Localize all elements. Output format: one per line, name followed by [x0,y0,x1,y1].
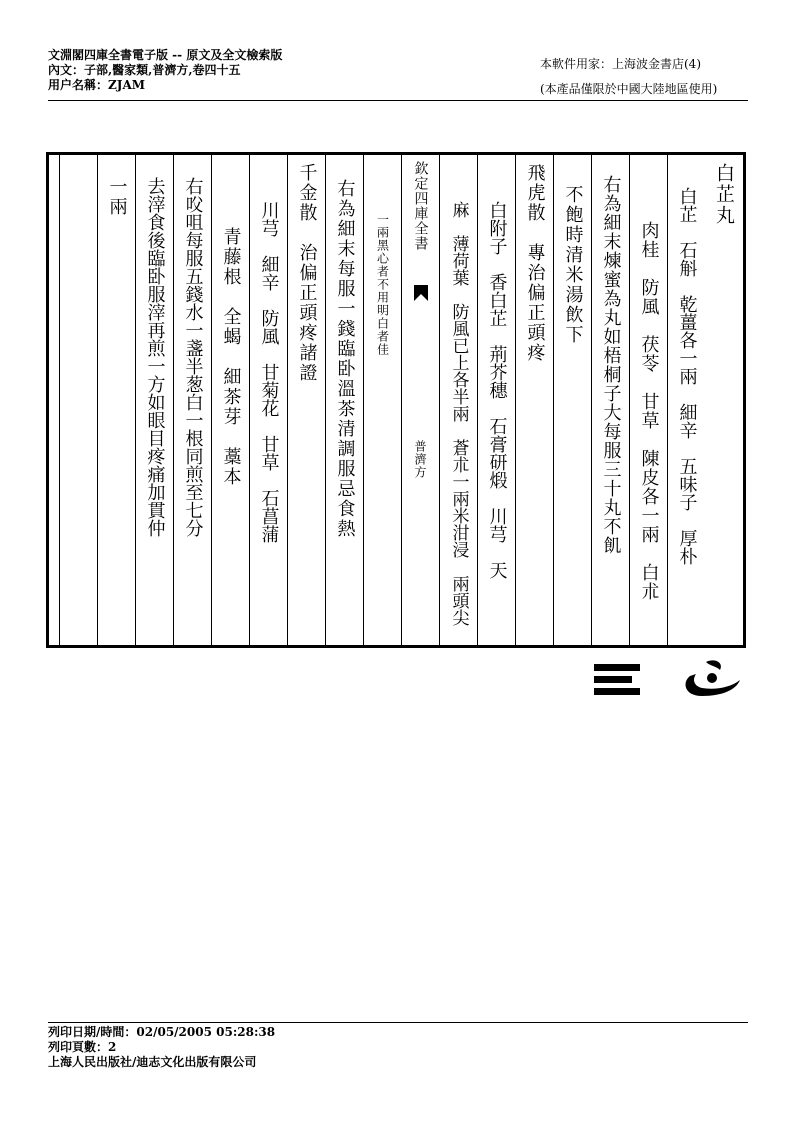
column-text: 千金散 治偏正頭疼諸證 [296,163,318,383]
column-text: 一兩 [106,177,128,217]
header-rule [48,100,748,101]
publisher-logo [590,656,750,704]
text-column [553,155,591,645]
column-text: 右㕮咀每服五錢水一盞半葱白一根同煎至七分 [182,177,204,537]
column-text: 右為細末每服一錢臨卧溫茶清調服忌食熱 [334,179,356,539]
text-column [591,155,629,645]
header-right [540,52,717,102]
header-licensee: 本軟件用家：上海波金書店(4) [540,57,701,71]
header-title: 文淵閣四庫全書電子版 -- 原文及全文檢索版 [48,48,283,62]
text-column [287,155,325,645]
text-column [629,155,667,645]
text-column [173,155,211,645]
text-column [211,155,249,645]
center-fold-column [401,155,439,645]
column-text: 去滓食後臨卧服滓再煎一方如眼目疼痛加貫仲 [144,177,166,537]
text-column [515,155,553,645]
header-user: 用户名稱：ZJAM [48,78,146,92]
text-column [135,155,173,645]
book-title: 欽定四庫全書 [412,161,429,251]
column-text: 右為細末煉蜜為丸如梧桐子大每服三十丸不飢 [600,175,622,555]
column-text: 不飽時清米湯飲下 [562,185,584,345]
column-note-text: 一兩黑心者不用明白者佳 [375,213,390,356]
column-text: 肉桂 防風 茯苓 甘草 陳皮各一兩 白朮 [638,221,660,601]
footer [48,1025,275,1070]
column-text: 飛虎散 專治偏正頭疼 [524,163,546,363]
text-column [439,155,477,645]
fish-tail-icon [414,285,428,301]
header-section: 內文：子部,醫家類,普濟方,卷四十五 [48,63,241,77]
text-column [325,155,363,645]
text-column [477,155,515,645]
column-text: 川芎 細辛 防風 甘菊花 甘草 石菖蒲 [258,201,280,543]
text-column [97,155,135,645]
text-column [249,155,287,645]
footer-rule [48,1022,748,1023]
print-page-count: 列印頁數：2 [48,1040,117,1054]
column-text: 白芷丸 [713,163,735,226]
column-text: 麻 薄荷葉 防風已上各半兩 蒼朮一兩米泔浸 兩頭尖 [448,201,469,626]
text-column [705,155,743,645]
text-frame [46,152,746,648]
print-datetime: 列印日期/時間：02/05/2005 05:28:38 [48,1025,276,1039]
column-text: 白附子 香白芷 荊芥穗 石膏研煅 川芎 天 [486,201,508,579]
publisher-credit: 上海人民出版社/迪志文化出版有限公司 [48,1055,257,1069]
text-column [363,155,401,645]
column-text: 青藤根 全蝎 細茶芽 藁本 [220,227,242,487]
text-column [667,155,705,645]
column-text: 白芷 石斛 乾薑各一兩 細辛 五味子 厚朴 [676,187,698,565]
header-left [48,48,282,93]
volume-label: 普濟方 [413,440,427,479]
header-region-note: (本產品僅限於中國大陸地區使用) [540,82,718,96]
text-column [59,155,97,645]
